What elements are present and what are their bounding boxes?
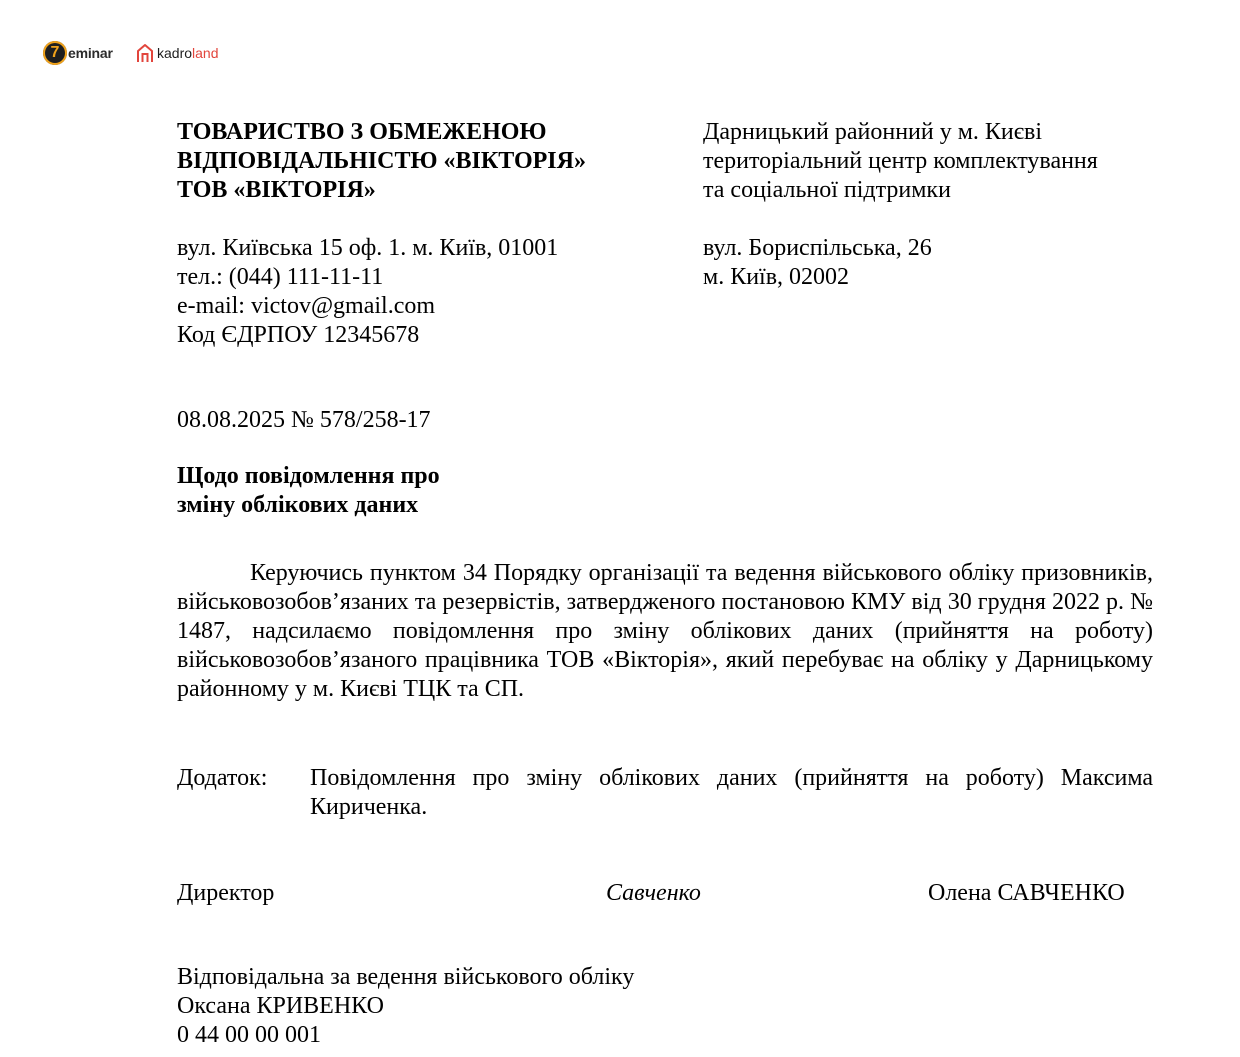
- seminar-logo: [43, 41, 113, 65]
- sender-phone: тел.: (044) 111-11-11: [177, 264, 384, 290]
- handwritten-signature: Савченко: [606, 880, 701, 906]
- recipient-street: вул. Бориспільська, 26: [703, 235, 932, 261]
- sender-contacts: [177, 234, 558, 350]
- seminar-logo-text: eminar: [68, 45, 113, 61]
- sender-email: e-mail: victov@gmail.com: [177, 293, 436, 319]
- responsible-title: Відповідальна за ведення військового обліку: [177, 964, 635, 990]
- sender-name-line: ВІДПОВІДАЛЬНІСТЮ «ВІКТОРІЯ»: [177, 148, 586, 174]
- signer-name: Олена САВЧЕНКО: [928, 880, 1125, 906]
- responsible-block: [177, 963, 634, 1050]
- house-icon: [136, 43, 154, 63]
- sender-address: вул. Київська 15 оф. 1. м. Київ, 01001: [177, 235, 559, 261]
- kadroland-logo: [136, 43, 219, 63]
- recipient-name-line: Дарницький районний у м. Києві: [703, 119, 1043, 145]
- sender-edrpou: Код ЄДРПОУ 12345678: [177, 322, 420, 348]
- kadroland-logo-text: kadroland: [157, 45, 219, 61]
- recipient-name-line: територіальний центр комплектування: [703, 148, 1098, 174]
- subject-line: Щодо повідомлення про: [177, 463, 440, 489]
- responsible-phone: 0 44 00 00 001: [177, 1022, 321, 1048]
- recipient-name-line: та соціальної підтримки: [703, 177, 951, 203]
- responsible-name: Оксана КРИВЕНКО: [177, 993, 384, 1019]
- recipient-address: [703, 234, 932, 292]
- sender-name: [177, 118, 586, 205]
- sender-name-line: ТОВ «ВІКТОРІЯ»: [177, 177, 376, 203]
- document-reference: 08.08.2025 № 578/258-17: [177, 407, 431, 433]
- document-subject: [177, 462, 440, 520]
- attachment-text: Повідомлення про зміну облікових даних (прийняття на роботу) Максима Кириченка.: [310, 765, 1153, 820]
- recipient-city: м. Київ, 02002: [703, 264, 850, 290]
- recipient-name: [703, 118, 1098, 205]
- signer-position: Директор: [177, 880, 275, 906]
- seminar-logo-badge: 7: [43, 41, 67, 65]
- subject-line: зміну облікових даних: [177, 492, 419, 518]
- body-paragraph: Керуючись пунктом 34 Порядку організації та ведення військового обліку призовників, військовозобов’язаних та резервістів, затвердженого постановою КМУ від 30 грудня 2022 р. № 1487, надсилаємо повідомлення про зміну облікових даних (прийняття на роботу) військовозобов’язаного працівника ТОВ «Вікторія», який перебуває на обліку у Дарницькому районному у м. Києві ТЦК та СП.: [177, 560, 1153, 702]
- sender-name-line: ТОВАРИСТВО З ОБМЕЖЕНОЮ: [177, 119, 547, 145]
- attachment-label: Додаток:: [177, 765, 268, 791]
